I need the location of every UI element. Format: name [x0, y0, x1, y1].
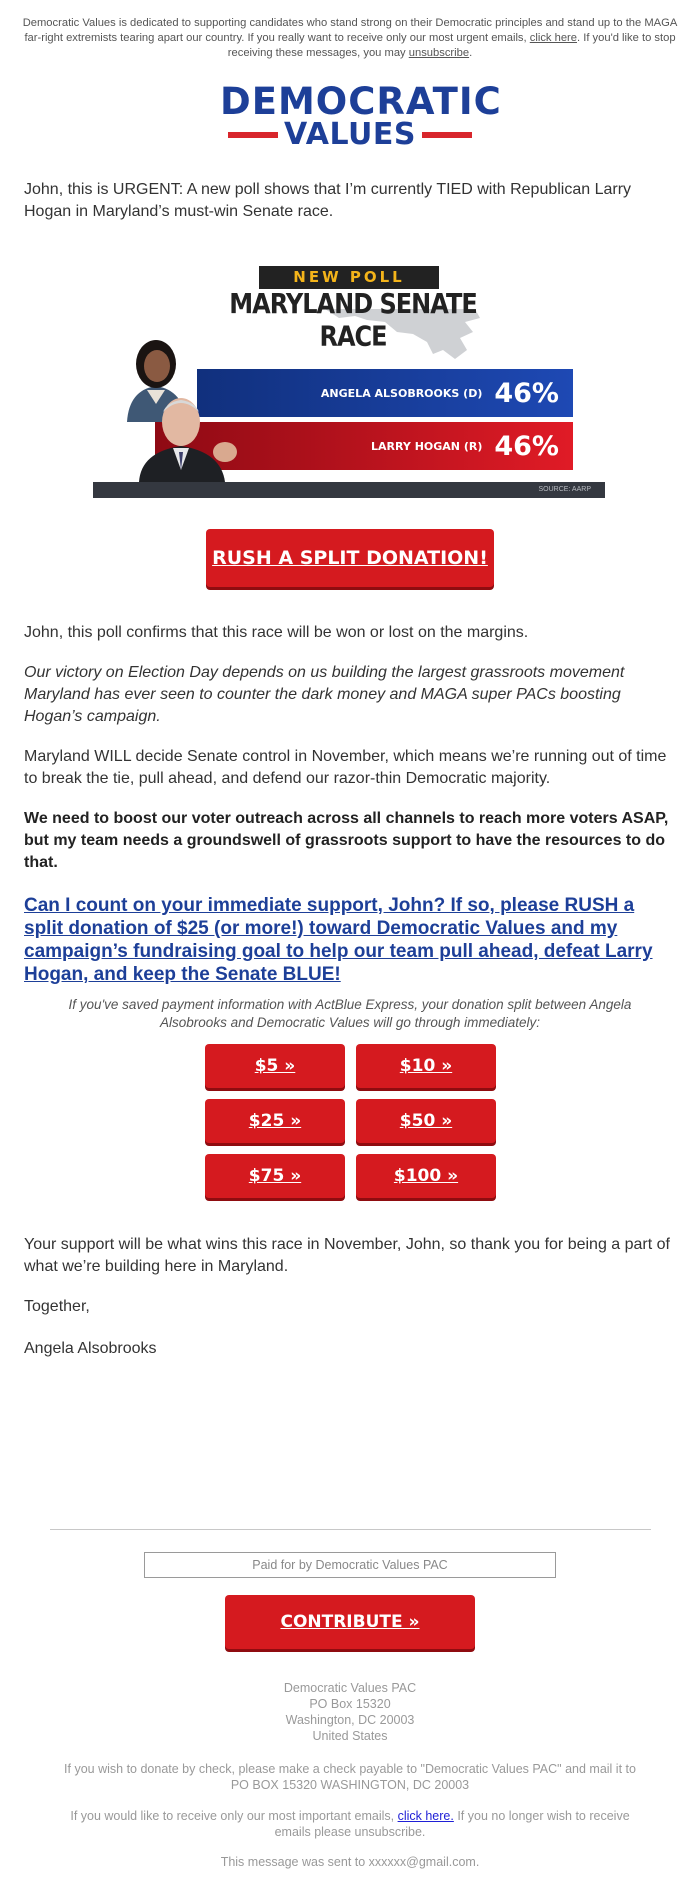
paragraph-voter-outreach: We need to boost our voter outreach across all channels to reach more voters ASAP, but my team needs a groundswell of grassroots support to have the resources to do that. — [24, 810, 669, 871]
donate-25-button[interactable]: $25 » — [205, 1099, 345, 1143]
signature: Angela Alsobrooks — [24, 1340, 157, 1357]
paragraph-thank-you: Your support will be what wins this race in November, John, so thank you for being a part of what we’re building here in Maryland. — [24, 1236, 670, 1275]
closing: Together, — [24, 1298, 90, 1315]
rush-split-donation-button[interactable]: RUSH A SPLIT DONATION! — [206, 529, 494, 587]
donate-100-button[interactable]: $100 » — [356, 1154, 496, 1198]
sent-to-note: This message was sent to xxxxxx@gmail.com. — [220, 1855, 480, 1869]
preheader-unsubscribe-link[interactable]: unsubscribe — [408, 47, 470, 59]
email-body — [0, 16, 700, 223]
address-line: Democratic Values PAC — [283, 1681, 417, 1695]
candidate-name: LARRY HOGAN (R) — [371, 439, 483, 453]
logo-left-stripe — [228, 132, 278, 138]
mailing-address — [0, 1680, 700, 1744]
poll-source: SOURCE: AARP — [93, 482, 605, 498]
preheader-end-text: . — [469, 47, 473, 59]
poll-graphic[interactable] — [93, 266, 605, 502]
intro-paragraph: John, this is URGENT: A new poll shows that I’m currently TIED with Republican Larry Hogan in Maryland’s must-win Senate race. — [24, 181, 632, 220]
poll-title: MARYLAND SENATE RACE — [229, 287, 477, 353]
preheader-mid-text: . If you'd like to stop receiving these messages, you may — [227, 32, 676, 59]
paragraph-senate-control: Maryland WILL decide Senate control in November, which means we’re running out of time to break the tie, pull ahead, and defend our razor-thin Democratic majority. — [24, 748, 667, 787]
address-line: Washington, DC 20003 — [285, 1713, 415, 1727]
paid-for-disclaimer: Paid for by Democratic Values PAC — [144, 1552, 556, 1578]
donation-amount-grid — [205, 1044, 496, 1198]
democratic-values-logo — [220, 80, 502, 152]
logo-line-2-row — [220, 119, 480, 151]
contribute-button[interactable]: CONTRIBUTE » — [225, 1595, 475, 1649]
donate-10-button[interactable]: $10 » — [356, 1044, 496, 1088]
paragraph-margins: John, this poll confirms that this race will be won or lost on the margins. — [24, 624, 529, 641]
email-preferences-note — [70, 1808, 630, 1840]
preferences-click-here-link[interactable]: click here. — [397, 1809, 454, 1823]
preferences-post-text: If you no longer wish to receive emails please unsubscribe. — [274, 1809, 630, 1839]
preferences-pre-text: If you would like to receive only our most important emails, — [70, 1809, 398, 1823]
donation-ask-link[interactable]: Can I count on your immediate support, John? If so, please RUSH a split donation of $25 (or more!) toward Democratic Values and my campaign’s fundraising goal to help our team pull ahead, defeat Larry Hogan, and keep the Senate BLUE! — [24, 895, 653, 985]
actblue-express-note: If you've saved payment information with ActBlue Express, your donation split between Angela Alsobrooks and Democratic Values will go through immediately: — [68, 997, 632, 1030]
hogan-photo — [129, 390, 239, 482]
donate-75-button[interactable]: $75 » — [205, 1154, 345, 1198]
logo-right-stripe — [422, 132, 472, 138]
logo-line-2: VALUES — [284, 117, 416, 152]
address-line: United States — [312, 1729, 388, 1743]
donation-ask-paragraph — [24, 894, 676, 986]
paragraph-grassroots: Our victory on Election Day depends on us building the largest grassroots movement Maryland has ever seen to counter the dark money and MAGA super PACs boosting Hogan’s campaign. — [24, 664, 625, 725]
candidate-name: ANGELA ALSOBROOKS (D) — [320, 386, 483, 400]
preheader — [22, 16, 678, 61]
candidate-percent: 46% — [494, 430, 559, 462]
candidate-percent: 46% — [494, 377, 559, 409]
preheader-text: Democratic Values is dedicated to supporting candidates who stand strong on their Democratic principles and stand up to the MAGA far-right extremists tearing apart our country. If you really want to receive only our most urgent emails, — [22, 17, 678, 44]
preheader-click-here-link[interactable]: click here — [529, 32, 578, 44]
address-line: PO Box 15320 — [309, 1697, 391, 1711]
donate-50-button[interactable]: $50 » — [356, 1099, 496, 1143]
donate-5-button[interactable]: $5 » — [205, 1044, 345, 1088]
check-donation-note: If you wish to donate by check, please make a check payable to "Democratic Values PAC" and mail it to PO BOX 15320 WASHINGTON, DC 20003 — [64, 1762, 636, 1792]
footer-divider — [50, 1529, 651, 1530]
poll-tag: NEW POLL — [259, 266, 439, 289]
logo-line-1: DEMOCRATIC — [220, 80, 502, 123]
